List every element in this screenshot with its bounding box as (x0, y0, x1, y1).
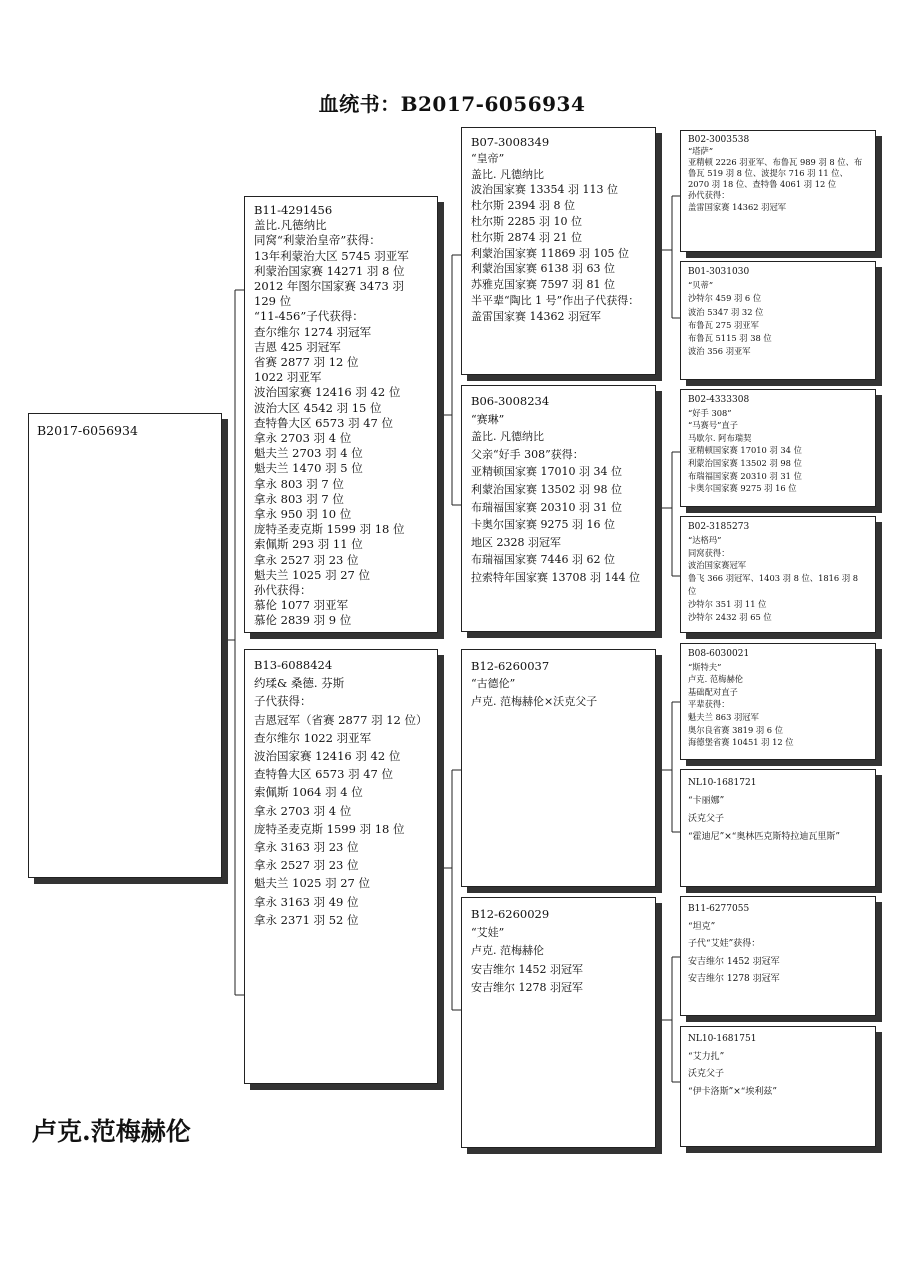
sire-line: 1022 羽亚军 (254, 370, 322, 385)
great-grandparent-line: 利蒙治国家赛 13502 羽 98 位 (688, 457, 802, 468)
great-grandparent-card (680, 261, 876, 380)
sire-line: 波治国家赛 12416 羽 42 位 (254, 385, 401, 400)
sire-line: 拿永 2703 羽 4 位 (254, 431, 352, 446)
grandparent-line: 杜尔斯 2394 羽 8 位 (471, 199, 575, 213)
dam-line: 拿永 3163 羽 49 位 (254, 894, 359, 909)
great-grandparent-line: 盖雷国家赛 14362 羽冠军 (688, 201, 787, 212)
great-grandparent-line: “卡丽娜” (688, 796, 725, 806)
sire-card (244, 196, 438, 633)
great-grandparent-card (680, 769, 876, 887)
grandparent-line: “赛琳” (471, 412, 505, 426)
great-grandparent-ring-number: B01-3031030 (688, 267, 750, 277)
grandparent-line: 波治国家赛 13354 羽 113 位 (471, 183, 618, 197)
grandparent-ring-number: B12-6260029 (471, 907, 550, 921)
grandparent-line: 盖比. 凡德纳比 (471, 430, 544, 444)
page-title: 血统书：B2017-6056934 (318, 92, 586, 116)
grandparent-line: “古德伦” (471, 677, 516, 690)
sire-line: 利蒙治国家赛 14271 羽 8 位 (254, 263, 405, 278)
grandparent-line: 布瑞福国家赛 7446 羽 62 位 (471, 553, 615, 567)
subject-ring-number: B2017-6056934 (37, 423, 138, 438)
dam-line: 拿永 3163 羽 23 位 (254, 840, 359, 855)
dam-line: 庞特圣麦克斯 1599 羽 18 位 (254, 821, 405, 836)
sire-details (254, 218, 428, 628)
great-grandparent-line: 海德堡省赛 10451 羽 12 位 (688, 737, 794, 748)
great-grandparent-line: 沃克父子 (688, 1069, 725, 1079)
great-grandparent-ring-number: B02-3185273 (688, 522, 750, 532)
sire-line: 吉恩 425 羽冠军 (254, 339, 341, 354)
great-grandparent-line: 布瑞福国家赛 20310 羽 31 位 (688, 470, 802, 481)
sire-line: 同窝“利蒙治皇帝”获得： (254, 233, 381, 248)
great-grandparent-line: 布鲁瓦 5115 羽 38 位 (688, 333, 772, 344)
great-grandparent-card (680, 516, 876, 633)
great-grandparent-line: 奥尔良省赛 3819 羽 6 位 (688, 724, 784, 735)
great-grandparent-line: “伊卡洛斯”×“埃利兹” (688, 1086, 777, 1097)
great-grandparent-line: “好手 308” (688, 407, 732, 418)
sire-line: 拿永 803 羽 7 位 (254, 491, 344, 506)
sire-line: 魁夫兰 2703 羽 4 位 (254, 446, 363, 461)
dam-ring-number: B13-6088424 (254, 658, 333, 672)
sire-line: 索佩斯 293 羽 11 位 (254, 537, 363, 552)
great-grandparent-line: 亚精顿 2226 羽亚军、布鲁瓦 989 羽 8 位、布鲁瓦 519 羽 8 位、波提尔 716 羽 11 位、2070 羽 18 位、查特鲁 4061 羽 12 位 (688, 157, 863, 190)
great-grandparent-card (680, 896, 876, 1016)
grandparent-line: 杜尔斯 2285 羽 10 位 (471, 214, 582, 228)
great-grandparent-line: 波治 356 羽亚军 (688, 346, 751, 357)
great-grandparent-line: “艾力扎” (688, 1051, 725, 1062)
great-grandparent-line: 波治 5347 羽 32 位 (688, 306, 764, 317)
great-grandparent-line: 同窝获得： (688, 547, 730, 558)
great-grandparent-line: 沙特尔 351 羽 11 位 (688, 598, 767, 609)
sire-line: 拿永 803 羽 7 位 (254, 476, 344, 491)
sire-line: 魁夫兰 1470 羽 5 位 (254, 461, 363, 476)
great-grandparent-line: “斯特夫” (688, 661, 722, 672)
grandparent-line: 利蒙治国家赛 13502 羽 98 位 (471, 482, 622, 496)
great-grandparent-line: 安吉维尔 1452 羽冠军 (688, 956, 780, 967)
grandparent-card (461, 897, 656, 1148)
sire-line: 拿永 2527 羽 23 位 (254, 552, 359, 567)
grandparent-card (461, 385, 656, 632)
sire-line: 波治大区 4542 羽 15 位 (254, 400, 382, 415)
great-grandparent-card (680, 1026, 876, 1147)
dam-details (254, 674, 428, 929)
grandparent-line: 苏雅克国家赛 7597 羽 81 位 (471, 278, 615, 292)
dam-line: 索佩斯 1064 羽 4 位 (254, 785, 363, 800)
breeder-name: 卢克.范梅赫伦 (32, 1117, 191, 1146)
sire-line: 慕伦 2839 羽 9 位 (254, 613, 352, 628)
great-grandparent-ring-number: NL10-1681721 (688, 778, 757, 788)
grandparent-line: 盖雷国家赛 14362 羽冠军 (471, 309, 601, 323)
great-grandparent-card (680, 130, 876, 252)
grandparent-line: 利蒙治国家赛 11869 羽 105 位 (471, 246, 629, 260)
grandparent-line: 半平辈“陶比 1 号”作出子代获得： (471, 293, 640, 307)
great-grandparent-line: “霍迪尼”×“奥林匹克斯特拉迪瓦里斯” (688, 832, 840, 842)
great-grandparent-ring-number: B02-4333308 (688, 395, 750, 405)
grandparent-card (461, 127, 656, 375)
grandparent-line: 卢克. 范梅赫伦×沃克父子 (471, 695, 598, 708)
great-grandparent-line: 沙特尔 2432 羽 65 位 (688, 611, 772, 622)
grandparent-line: “皇帝” (471, 151, 505, 165)
great-grandparent-line: “坦克” (688, 921, 716, 932)
grandparent-line: 安吉维尔 1452 羽冠军 (471, 962, 583, 976)
grandparent-line: 地区 2328 羽冠军 (471, 535, 561, 549)
dam-line: 波治国家赛 12416 羽 42 位 (254, 749, 401, 764)
dam-line: 拿永 2371 羽 52 位 (254, 912, 359, 927)
grandparent-line: 盖比. 凡德纳比 (471, 167, 544, 181)
grandparent-line: 利蒙治国家赛 6138 羽 63 位 (471, 262, 615, 276)
sire-line: 魁夫兰 1025 羽 27 位 (254, 567, 371, 582)
great-grandparent-line: 马歇尔. 阿布瑞契 (688, 432, 752, 443)
grandparent-line: 安吉维尔 1278 羽冠军 (471, 981, 583, 994)
great-grandparent-line: “贝蒂” (688, 280, 714, 291)
grandparent-line: 卢克. 范梅赫伦 (471, 944, 544, 957)
sire-line: 13年利蒙治大区 5745 羽亚军 (254, 248, 409, 263)
grandparent-line: 杜尔斯 2874 羽 21 位 (471, 230, 582, 244)
dam-line: 吉恩冠军（省赛 2877 羽 12 位） (254, 712, 428, 727)
dam-card (244, 649, 438, 1084)
dam-line: 子代获得： (254, 694, 312, 709)
sire-line: 庞特圣麦克斯 1599 羽 18 位 (254, 522, 405, 537)
grandparent-ring-number: B06-3008234 (471, 394, 550, 408)
great-grandparent-ring-number: NL10-1681751 (688, 1034, 757, 1044)
grandparent-line: 亚精顿国家赛 17010 羽 34 位 (471, 465, 622, 479)
dam-line: 拿永 2527 羽 23 位 (254, 858, 359, 873)
dam-line: 查尔维尔 1022 羽亚军 (254, 730, 372, 745)
great-grandparent-ring-number: B11-6277055 (688, 904, 750, 914)
subject-card (28, 413, 222, 878)
sire-line: 查尔维尔 1274 羽冠军 (254, 324, 372, 339)
great-grandparent-ring-number: B08-6030021 (688, 649, 750, 659)
great-grandparent-line: 亚精顿国家赛 17010 羽 34 位 (688, 445, 802, 456)
sire-line: 慕伦 1077 羽亚军 (254, 598, 349, 613)
great-grandparent-line: 沙特尔 459 羽 6 位 (688, 293, 762, 304)
dam-line: 拿永 2703 羽 4 位 (254, 803, 352, 818)
sire-ring-number: B11-4291456 (254, 203, 333, 217)
great-grandparent-line: 魁夫兰 863 羽冠军 (688, 711, 759, 722)
great-grandparent-line: 子代“艾娃”获得： (688, 939, 761, 949)
great-grandparent-card (680, 643, 876, 760)
great-grandparent-line: 卡奥尔国家赛 9275 羽 16 位 (688, 483, 797, 494)
great-grandparent-line: “马赛号”直子 (688, 420, 738, 431)
grandparent-line: “艾娃” (471, 925, 505, 939)
great-grandparent-line: 布鲁瓦 275 羽亚军 (688, 319, 759, 330)
sire-line: 2012 年图尔国家赛 3473 羽 129 位 (254, 279, 404, 309)
grandparent-card (461, 649, 656, 887)
great-grandparent-card (680, 389, 876, 507)
sire-line: 省赛 2877 羽 12 位 (254, 355, 359, 370)
grandparent-line: 卡奥尔国家赛 9275 羽 16 位 (471, 518, 615, 532)
sire-line: 盖比.凡德纳比 (254, 218, 327, 233)
great-grandparent-line: 孙代获得： (688, 190, 730, 201)
great-grandparent-ring-number: B02-3003538 (688, 135, 750, 145)
great-grandparent-line: “塔萨” (688, 146, 714, 157)
great-grandparent-line: 卢克. 范梅赫伦 (688, 674, 744, 685)
grandparent-line: 布瑞福国家赛 20310 羽 31 位 (471, 500, 622, 514)
great-grandparent-line: 波治国家赛冠军 (688, 560, 747, 571)
sire-line: “11-456”子代获得： (254, 309, 364, 324)
sire-line: 查特鲁大区 6573 羽 47 位 (254, 415, 394, 430)
great-grandparent-line: 平辈获得： (688, 699, 730, 710)
great-grandparent-line: 安吉维尔 1278 羽冠军 (688, 974, 780, 984)
grandparent-line: 拉索特年国家赛 13708 羽 144 位 (471, 570, 640, 584)
great-grandparent-line: 基础配对直子 (688, 686, 738, 697)
great-grandparent-line: 鲁飞 366 羽冠军、1403 羽 8 位、1816 羽 8 位 (688, 573, 859, 596)
dam-line: 查特鲁大区 6573 羽 47 位 (254, 767, 394, 782)
sire-line: 孙代获得： (254, 583, 312, 598)
grandparent-ring-number: B12-6260037 (471, 659, 550, 673)
grandparent-line: 父亲“好手 308”获得： (471, 447, 584, 461)
sire-line: 拿永 950 羽 10 位 (254, 507, 352, 522)
great-grandparent-line: 沃克父子 (688, 814, 725, 824)
grandparent-ring-number: B07-3008349 (471, 135, 550, 149)
dam-line: 约瑈& 桑德. 芬斯 (254, 676, 345, 691)
great-grandparent-line: “达格玛” (688, 534, 722, 545)
dam-line: 魁夫兰 1025 羽 27 位 (254, 876, 371, 891)
